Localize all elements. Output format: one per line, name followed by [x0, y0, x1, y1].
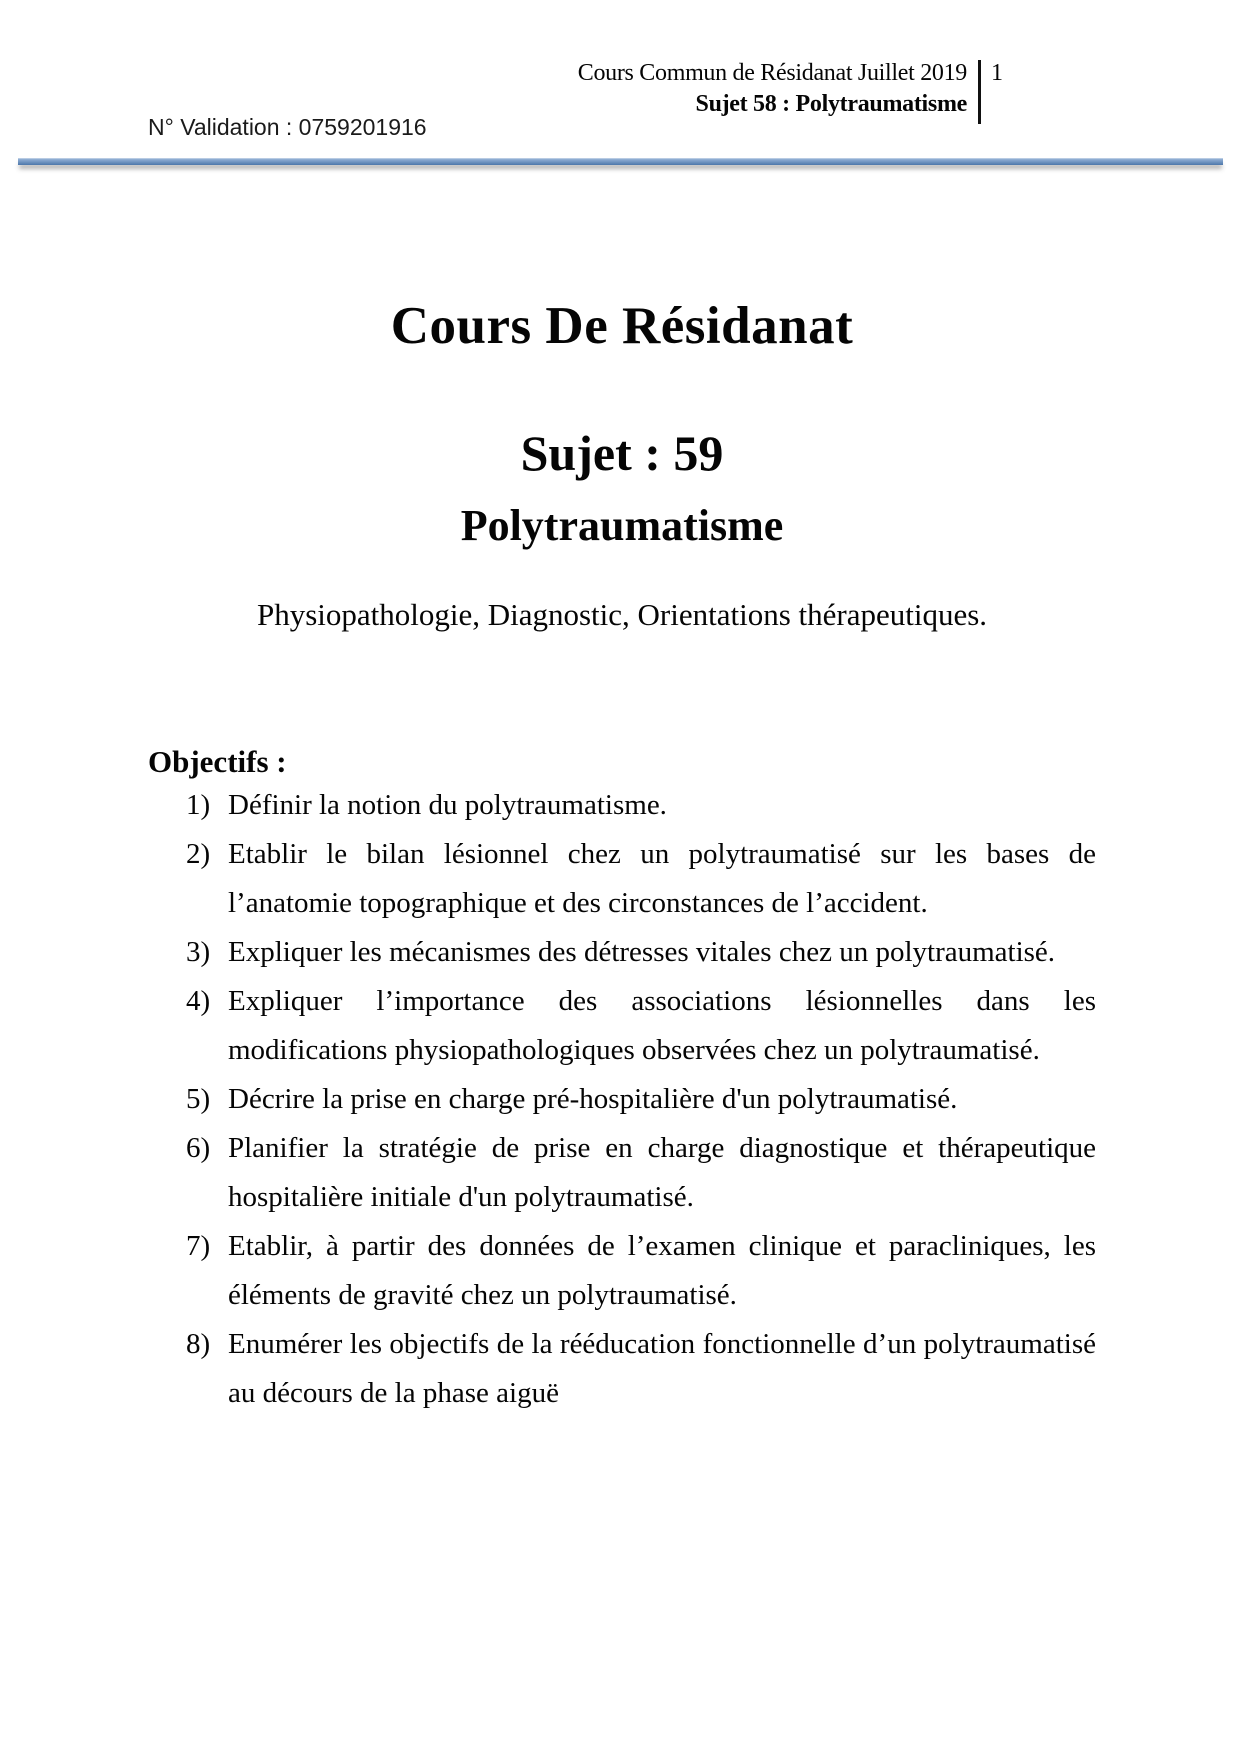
header-divider-bar: [978, 60, 981, 124]
objective-marker: 1): [186, 789, 211, 821]
objective-marker: 8): [186, 1328, 211, 1360]
document-topic-title: Polytraumatisme: [460, 501, 784, 550]
objective-text: Décrire la prise en charge pré-hospitalière d'un polytraumatisé.: [228, 1083, 958, 1115]
document-subject-number: Sujet : 59: [520, 425, 724, 481]
document-subtitle: Physiopathologie, Diagnostic, Orientations thérapeutiques.: [256, 597, 988, 632]
objective-marker: 2): [186, 838, 211, 870]
objective-text: Expliquer les mécanismes des détresses vitales chez un polytraumatisé.: [228, 936, 1056, 968]
objective-text: Définir la notion du polytraumatisme.: [228, 789, 667, 821]
header-rule: [18, 158, 1223, 165]
objective-marker: 7): [186, 1230, 211, 1262]
objective-text: Etablir le bilan lésionnel chez un polytraumatisé sur les bases de l’anatomie topographique et des circonstances de l’accident.: [228, 838, 1096, 919]
page-header: [578, 58, 1003, 124]
objective-item: [148, 1222, 1096, 1320]
objectives-list: [148, 781, 1096, 1418]
objectives-heading: Objectifs :: [148, 744, 287, 779]
objective-item: [148, 977, 1096, 1075]
objective-marker: 4): [186, 985, 211, 1017]
header-course-line: Cours Commun de Résidanat Juillet 2019: [577, 60, 967, 86]
objective-item: [148, 928, 1096, 977]
objective-text: Etablir, à partir des données de l’examen clinique et paracliniques, les éléments de gravité chez un polytraumatisé.: [228, 1230, 1096, 1311]
objective-item: [148, 1124, 1096, 1222]
objective-marker: 3): [186, 936, 211, 968]
objective-item: [148, 1320, 1096, 1418]
objective-text: Expliquer l’importance des associations lésionnelles dans les modifications physiopathologiques observées chez un polytraumatisé.: [228, 985, 1096, 1066]
header-text: [578, 58, 967, 120]
objective-text: Enumérer les objectifs de la rééducation fonctionnelle d’un polytraumatisé au décours de la phase aiguë: [228, 1328, 1096, 1409]
objective-marker: 5): [186, 1083, 211, 1115]
objective-text: Planifier la stratégie de prise en charge diagnostique et thérapeutique hospitalière initiale d'un polytraumatisé.: [228, 1132, 1096, 1213]
objective-item: [148, 1075, 1096, 1124]
objective-marker: 6): [186, 1132, 211, 1164]
validation-number: N° Validation : 0759201916: [148, 114, 427, 140]
objective-item: [148, 830, 1096, 928]
page-number: 1: [991, 60, 1003, 86]
objective-item: [148, 781, 1096, 830]
header-subject-line: Sujet 58 : Polytraumatisme: [695, 91, 967, 117]
document-title: Cours De Résidanat: [390, 297, 854, 355]
